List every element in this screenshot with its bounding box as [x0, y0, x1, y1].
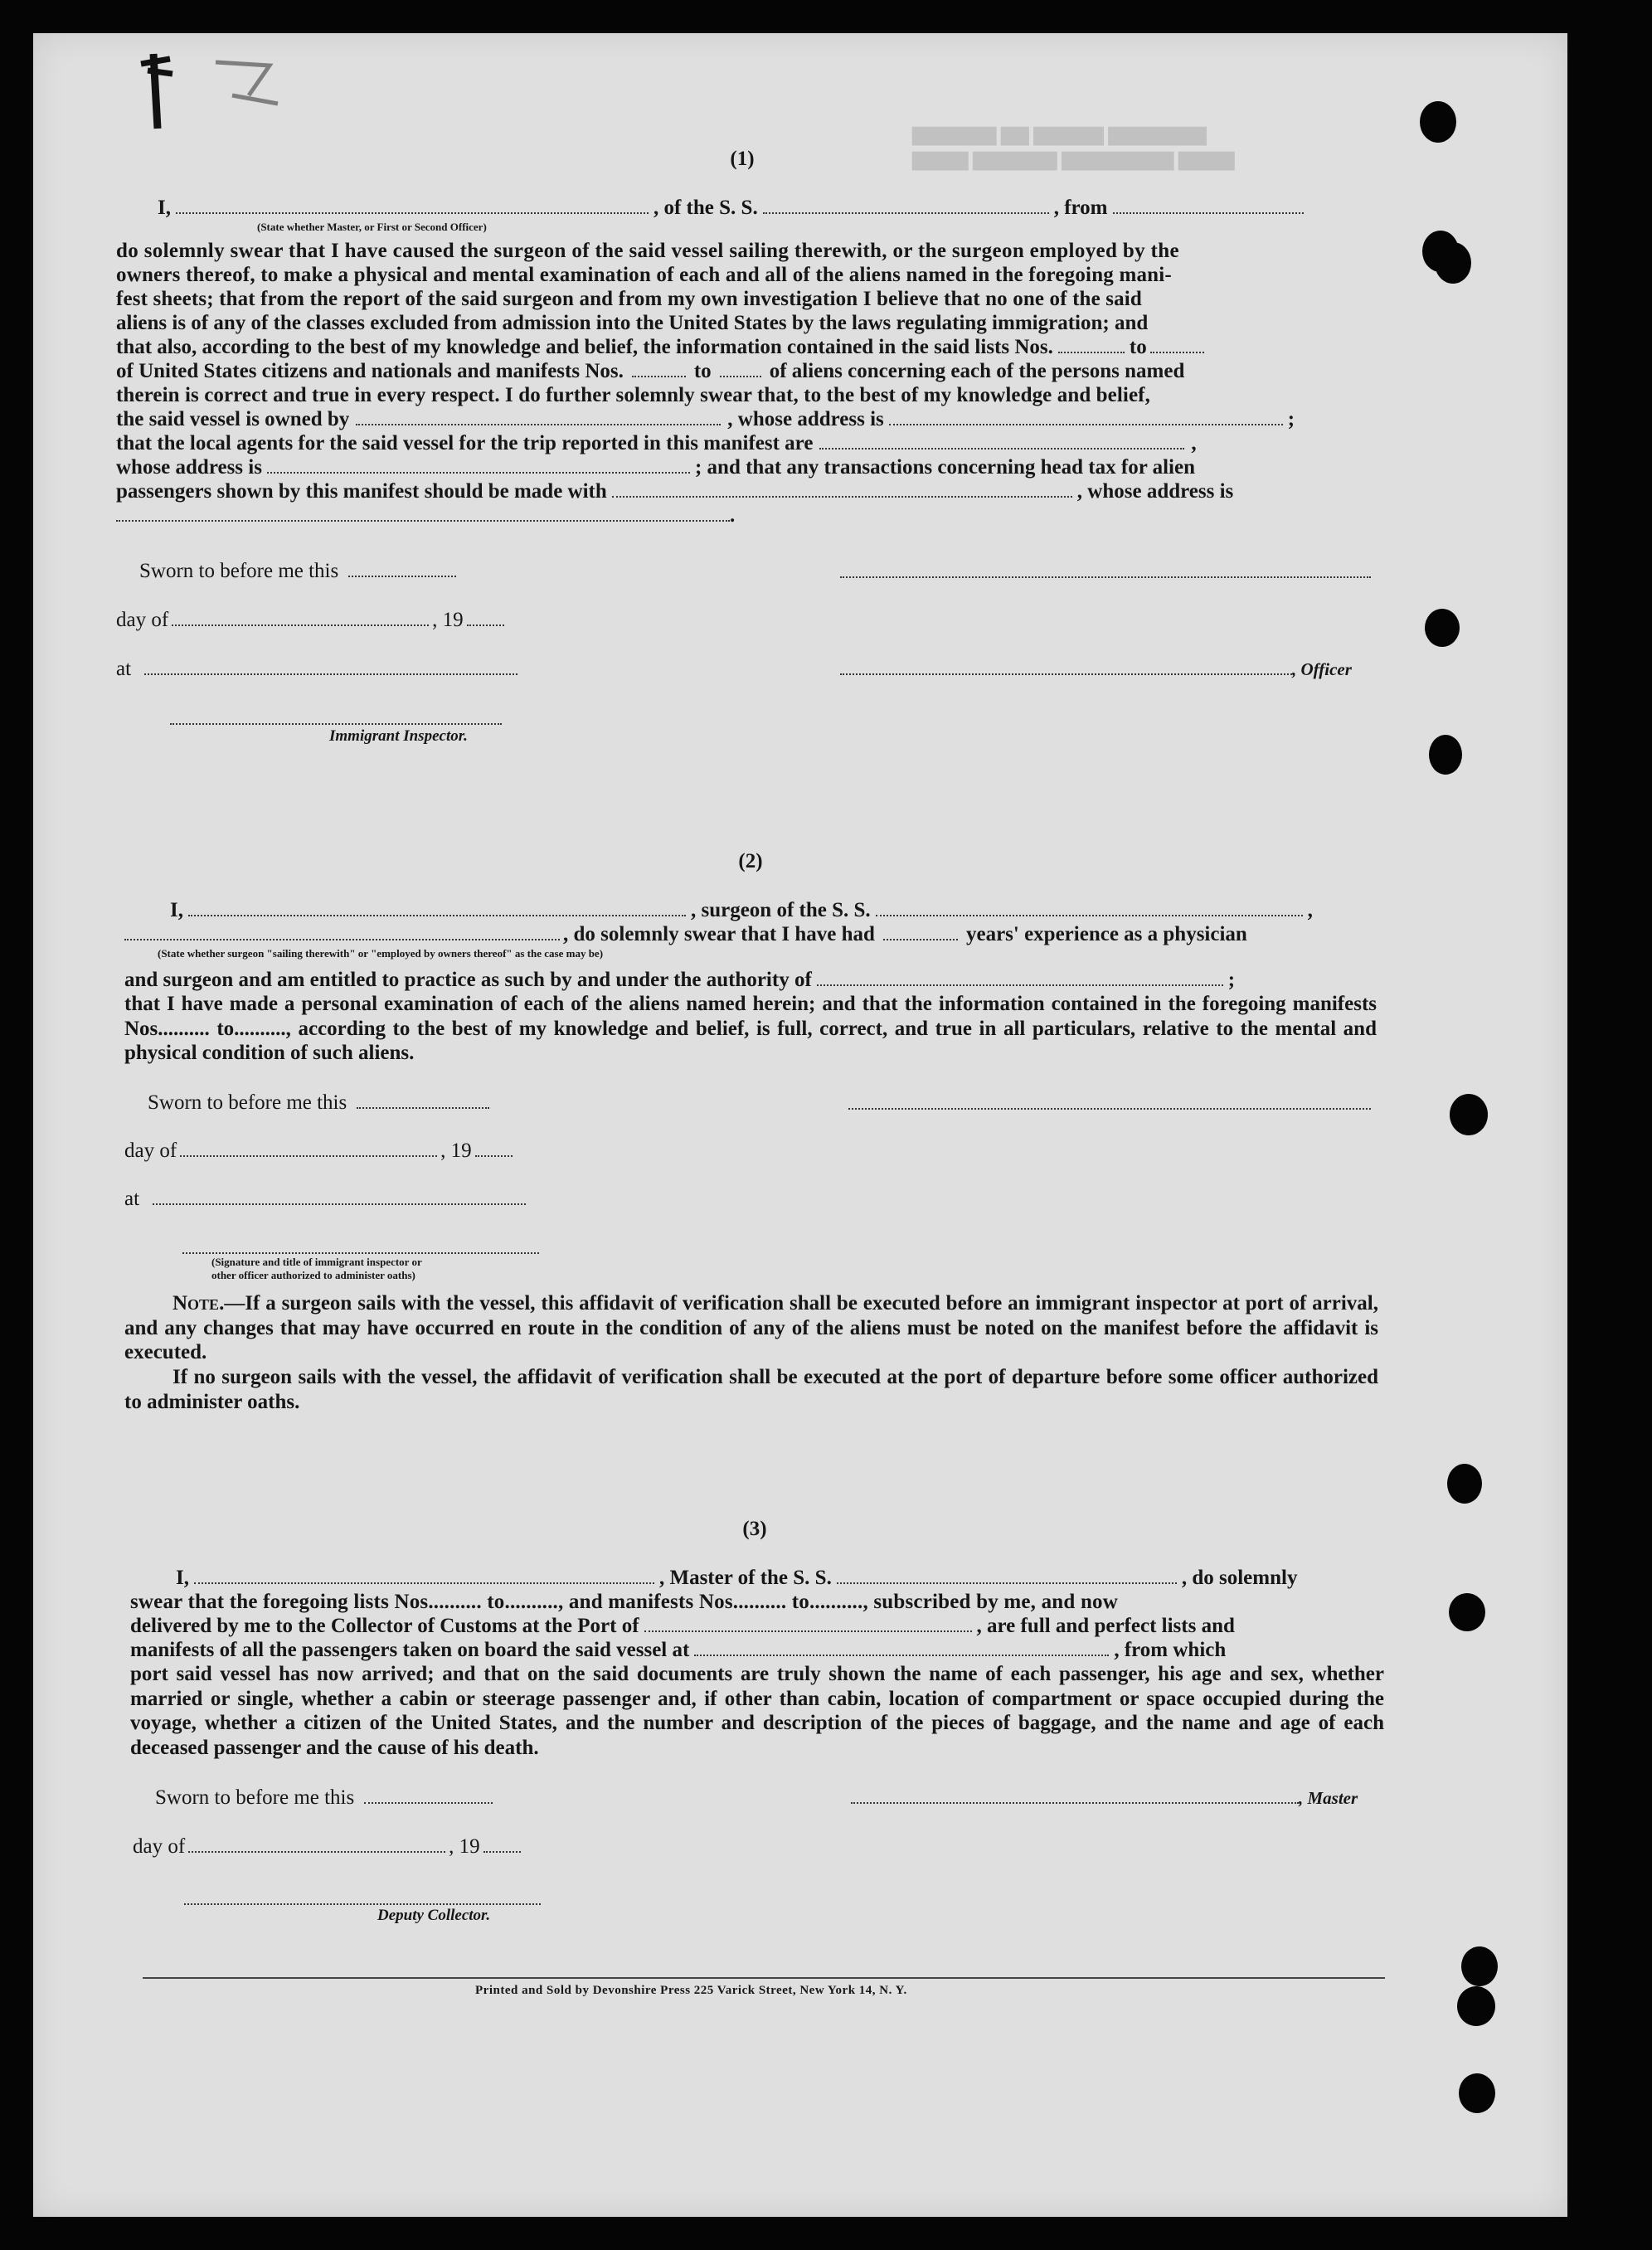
from-port-field[interactable]	[1113, 197, 1304, 214]
section-2-heading: (2)	[738, 850, 763, 872]
sworn-day-field[interactable]	[364, 1787, 493, 1804]
section-1-note: (State whether Master, or First or Second Officer)	[257, 221, 487, 233]
year-field[interactable]	[475, 1140, 513, 1157]
body-line: .	[116, 503, 735, 528]
day-of-label: day of , 19	[116, 608, 504, 633]
section-2-note-paragraph: Note.—If a surgeon sails with the vessel, this affidavit of verification shall be executed before an immigrant inspector at port of arrival, and any changes that may have occurred en route in the condition of any of the aliens must be noted on the manifest before the affidavit is executed.	[124, 1292, 1378, 1363]
section-2-note-paragraph-2: If no surgeon sails with the vessel, the affidavit of verification shall be executed at the port of departure before some officer authorized to administer oaths.	[124, 1366, 1378, 1413]
month-field[interactable]	[188, 1836, 445, 1853]
inspector-signature-line[interactable]	[182, 1252, 539, 1254]
master-vessel-field[interactable]	[837, 1567, 1177, 1584]
head-tax-address-field[interactable]	[116, 505, 730, 522]
place-field[interactable]	[153, 1188, 526, 1205]
owner-field[interactable]	[356, 409, 721, 425]
punch-hole	[1425, 609, 1460, 647]
body-line: that also, according to the best of my knowledge and belief, the information contained in the said lists Nos. to	[116, 335, 1204, 360]
master-signature: , Master	[851, 1786, 1358, 1810]
body-line: the said vessel is owned by , whose address is ;	[116, 408, 1295, 430]
section-2-line-1: I, , surgeon of the S. S. ,	[170, 899, 1313, 921]
punch-hole	[1429, 735, 1462, 775]
surgeon-status-field[interactable]	[124, 924, 560, 940]
port-field[interactable]	[644, 1616, 972, 1632]
master-signature-line[interactable]	[851, 1787, 1299, 1804]
body-line: owners thereof, to make a physical and mental examination of each and all of the aliens named in the foregoing mani-	[116, 264, 1172, 286]
month-field[interactable]	[180, 1140, 437, 1157]
section-3-line-4: manifests of all the passengers taken on board the said vessel at , from which	[130, 1639, 1227, 1661]
owner-address-field[interactable]	[889, 409, 1283, 425]
manifests-from-field[interactable]	[632, 361, 686, 377]
month-field[interactable]	[172, 610, 429, 626]
bleed-through: ▇▇▇▇ ▇▇▇▇▇▇ ▇▇▇▇▇▇▇▇ ▇▇▇▇	[912, 149, 1235, 170]
section-3-line-1: I, , Master of the S. S. , do solemnly	[176, 1567, 1298, 1589]
master-name-field[interactable]	[194, 1567, 654, 1584]
lists-to-field[interactable]	[1150, 337, 1204, 353]
handwritten-mark	[124, 46, 299, 137]
punch-hole	[1447, 1464, 1482, 1504]
signature-line[interactable]	[840, 576, 1371, 578]
section-2-body: that I have made a personal examination of each of the aliens named herein; and that the information contained in the foregoing manifests Nos.......... to.........., according to the best of my knowledge and belief, is full, correct, and true in all particulars, relative to the mental and physical condition of such aliens.	[124, 993, 1377, 1064]
signature-note: (Signature and title of immigrant inspector or	[211, 1256, 422, 1268]
day-of-label: day of , 19	[133, 1835, 521, 1859]
body-line: passengers shown by this manifest should be made with , whose address is	[116, 480, 1234, 503]
inspector-caption: Immigrant Inspector.	[329, 727, 468, 745]
at-label: at	[116, 657, 517, 682]
sworn-day-field[interactable]	[348, 561, 456, 577]
body-line: whose address is ; and that any transactions concerning head tax for alien	[116, 456, 1195, 479]
lists-from-field[interactable]	[1058, 337, 1125, 353]
signature-line[interactable]	[848, 1108, 1371, 1110]
head-tax-party-field[interactable]	[612, 481, 1072, 498]
bleed-through: ▇▇▇▇▇▇ ▇▇ ▇▇▇▇▇ ▇▇▇▇▇▇▇	[912, 124, 1207, 145]
punch-hole	[1461, 1946, 1498, 1986]
sworn-label: Sworn to before me this	[155, 1786, 493, 1810]
section-2-line-3: and surgeon and am entitled to practice as such by and under the authority of ;	[124, 969, 1236, 991]
authority-field[interactable]	[817, 969, 1223, 986]
officer-name-field[interactable]	[176, 197, 649, 214]
section-1-heading: (1)	[730, 148, 755, 170]
inspector-signature-line[interactable]	[170, 723, 502, 725]
punch-hole	[1435, 242, 1471, 284]
sworn-label: Sworn to before me this	[148, 1091, 489, 1115]
year-field[interactable]	[467, 610, 504, 626]
departure-port-field[interactable]	[694, 1640, 1109, 1656]
agents-address-field[interactable]	[267, 457, 690, 474]
footer-rule	[143, 1977, 1385, 1979]
collector-caption: Deputy Collector.	[377, 1907, 491, 1924]
officer-signature: , Officer	[840, 657, 1352, 682]
signature-note: other officer authorized to administer oaths)	[211, 1269, 415, 1281]
at-label: at	[124, 1187, 526, 1212]
body-line: aliens is of any of the classes excluded from admission into the United States by the laws regulating immigration; and	[116, 312, 1149, 334]
sworn-label: Sworn to before me this	[139, 559, 456, 584]
section-3-line-2: swear that the foregoing lists Nos.......... to.........., and manifests Nos.......... to.........., subscribed by me, and now	[130, 1591, 1118, 1613]
surgeon-vessel-field[interactable]	[876, 900, 1303, 916]
section-1-line-1: I, , of the S. S. , from	[158, 196, 1304, 221]
section-2-line-2: , do solemnly swear that I have had years' experience as a physician	[124, 922, 1247, 947]
section-3-heading: (3)	[742, 1518, 767, 1540]
body-line: therein is correct and true in every respect. I do further solemnly swear that, to the best of my knowledge and belief,	[116, 384, 1150, 406]
day-of-label: day of , 19	[124, 1139, 513, 1164]
section-3-line-3: delivered by me to the Collector of Customs at the Port of , are full and perfect lists and	[130, 1615, 1235, 1637]
body-line: fest sheets; that from the report of the said surgeon and from my own investigation I believe that no one of the said	[116, 288, 1142, 310]
section-3-body: port said vessel has now arrived; and that on the said documents are truly shown the name of each passenger, his age and sex, whether married or single, whether a cabin or steerage passenger and, if other than cabin, location of compartment or space occupied during the voyage, whether a citizen of the United States, and the number and description of the pieces of baggage, and the name and age of each deceased passenger and the cause of his death.	[130, 1663, 1384, 1759]
punch-hole	[1449, 1593, 1485, 1631]
punch-hole	[1420, 101, 1456, 143]
body-line: do solemnly swear that I have caused the surgeon of the said vessel sailing therewith, or the surgeon employed by the	[116, 240, 1179, 262]
surgeon-name-field[interactable]	[188, 900, 686, 916]
punch-hole	[1459, 2073, 1495, 2113]
collector-signature-line[interactable]	[184, 1903, 541, 1905]
sworn-day-field[interactable]	[357, 1092, 489, 1109]
punch-hole	[1450, 1094, 1488, 1135]
years-experience-field[interactable]	[883, 924, 958, 940]
officer-signature-line[interactable]	[840, 658, 1292, 675]
year-field[interactable]	[483, 1836, 521, 1853]
manifests-to-field[interactable]	[720, 361, 761, 377]
body-line: that the local agents for the said vessel for the trip reported in this manifest are ,	[116, 432, 1197, 454]
section-2-note: (State whether surgeon "sailing therewith" or "employed by owners thereof" as the case may be)	[158, 947, 604, 960]
punch-hole	[1457, 1986, 1495, 2026]
place-field[interactable]	[144, 658, 517, 675]
printer-imprint: Printed and Sold by Devonshire Press 225 Varick Street, New York 14, N. Y.	[475, 1984, 907, 1997]
body-line: of United States citizens and nationals and manifests Nos. to of aliens concerning each of the persons named	[116, 360, 1185, 382]
vessel-name-field[interactable]	[763, 197, 1049, 214]
local-agents-field[interactable]	[819, 433, 1184, 450]
